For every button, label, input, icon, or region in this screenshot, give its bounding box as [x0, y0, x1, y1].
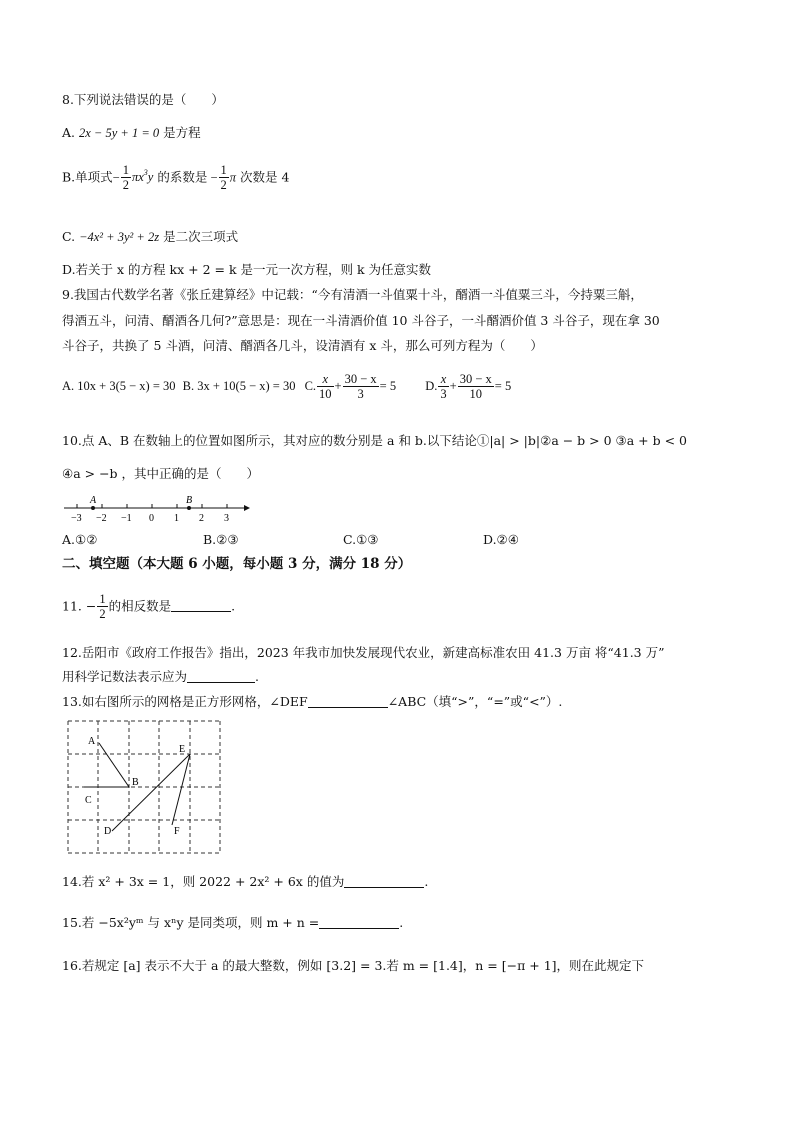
grid-label-b: B — [132, 777, 139, 788]
q10-line-2: ④a > −b ，其中正确的是（ ） — [62, 466, 260, 481]
segment-ed — [112, 754, 190, 831]
q9-option-b: B. 3x + 10(5 − x) = 30 — [182, 378, 296, 393]
q12-answer-blank — [187, 670, 255, 683]
q16: 16.若规定 [a] 表示不大于 a 的最大整数，例如 [3.2] = 3.若 m = [1.4]，n = [−π + 1]，则在此规定下 — [62, 958, 645, 973]
tick-label: 2 — [199, 513, 204, 524]
section-2-heading: 二、填空题（本大题 6 小题，每小题 3 分，满分 18 分） — [62, 556, 412, 572]
q8-a-expression: 2x − 5y + 1 = 0 — [79, 126, 160, 140]
point-a-dot — [91, 506, 95, 510]
q10-option-c: C.①③ — [343, 532, 379, 547]
q8-option-b: B.单项式− $\frac{1}{2}$ $\pi x^3y$ 的系数是 − $\frac{1}{2}$ π 次数是 4 — [62, 163, 290, 193]
grid-label-d: D — [104, 826, 112, 837]
q8-option-a: A. 2x − 5y + 1 = 0 是方程 — [62, 125, 201, 140]
point-b-dot — [187, 506, 191, 510]
grid-label-f: F — [174, 826, 180, 837]
q8-stem: 8.下列说法错误的是（ ） — [62, 92, 224, 107]
q8-c-expression: −4x² + 3y² + 2z — [79, 230, 160, 244]
segment-ab — [99, 743, 129, 787]
q8-option-c: C. −4x² + 3y² + 2z 是二次三项式 — [62, 229, 239, 244]
tick-label: 1 — [174, 513, 179, 524]
tick-label: 3 — [224, 513, 229, 524]
tick-label: −2 — [96, 513, 107, 524]
q8-option-d: D.若关于 x 的方程 kx + 2 = k 是一元一次方程，则 k 为任意实数 — [62, 262, 432, 277]
number-line-ticks — [77, 504, 227, 508]
grid-label-e: E — [179, 744, 186, 755]
q14-answer-blank — [344, 875, 424, 888]
q9-option-c: C. $\frac{x}{10}$ + $\frac{30 - x}{3}$ = 5 — [304, 372, 397, 402]
tick-label: −3 — [71, 513, 82, 524]
q13-grid-figure — [68, 721, 222, 855]
q12-line-1: 12.岳阳市《政府工作报告》指出，2023 年我市加快发展现代农业，新建高标准农田 41.3 万亩 将“41.3 万” — [62, 645, 665, 660]
tick-label: 0 — [149, 513, 154, 524]
q10-option-b: B.②③ — [203, 532, 239, 547]
segment-ef — [172, 754, 190, 825]
point-b-label: B — [186, 495, 193, 506]
q13-answer-blank — [308, 695, 388, 708]
q9-line-3: 斗谷子，共换了 5 斗酒，问清、醑酒各几斗，设清酒有 x 斗，那么可列方程为（ ） — [62, 338, 543, 353]
number-line-figure — [62, 492, 252, 526]
tick-label: −1 — [121, 513, 132, 524]
q12-line-2: 用科学记数法表示应为 . — [62, 669, 259, 684]
q9-option-a: A. 10x + 3(5 − x) = 30 — [62, 378, 176, 393]
q11-answer-blank — [171, 599, 231, 612]
q15: 15.若 −5x²yᵐ 与 xⁿy 是同类项，则 m + n = . — [62, 915, 404, 930]
grid-label-c: C — [85, 795, 92, 806]
point-a-label: A — [90, 495, 97, 506]
q10-option-d: D.②④ — [483, 532, 519, 547]
q9-line-2: 得酒五斗，问清、醑酒各几何?”意思是：现在一斗清酒价值 10 斗谷子，一斗醑酒价值 3 斗谷子，现在拿 30 — [62, 313, 660, 328]
q13: 13.如右图所示的网格是正方形网格，∠DEF ∠ABC（填“>”，“=”或“<”）. — [62, 694, 563, 709]
number-line-arrow — [244, 505, 250, 511]
q9-line-1: 9.我国古代数学名著《张丘建算经》中记载：“今有清酒一斗值粟十斗，醑酒一斗值粟三斗，今持粟三斛， — [62, 287, 643, 302]
q11: 11. − $\frac{1}{2}$ 的相反数是 . — [62, 592, 236, 622]
q10-line-1: 10.点 A、B 在数轴上的位置如图所示，其对应的数分别是 a 和 b.以下结论①|a| > |b|②a − b > 0 ③a + b < 0 — [62, 433, 687, 448]
q10-option-a: A.①② — [62, 532, 98, 547]
q15-answer-blank — [319, 916, 399, 929]
q9-option-d: D. $\frac{x}{3}$ + $\frac{30 - x}{10}$ = 5 — [425, 372, 512, 402]
q14: 14.若 x² + 3x = 1，则 2022 + 2x² + 6x 的值为 . — [62, 874, 429, 889]
grid-label-a: A — [88, 736, 96, 747]
q9-options — [62, 372, 511, 402]
